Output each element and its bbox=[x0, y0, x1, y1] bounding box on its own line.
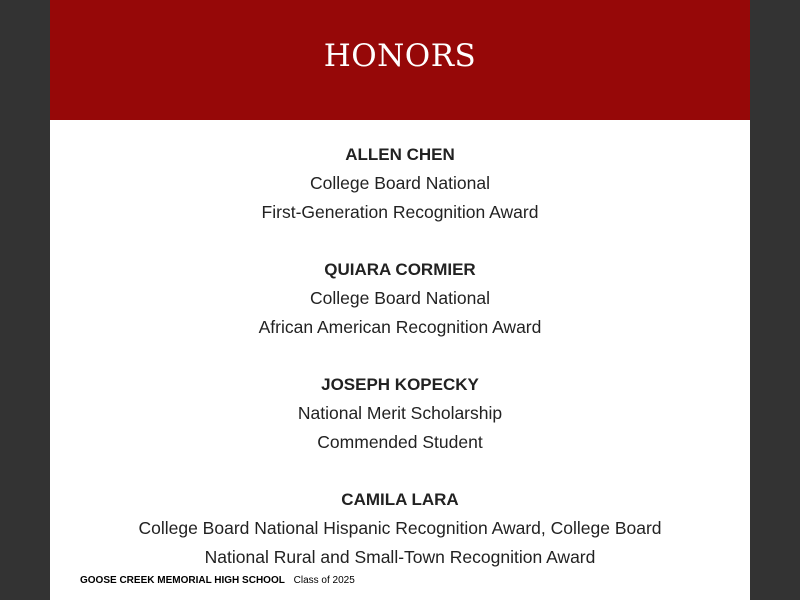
honoree-entry bbox=[50, 485, 750, 572]
class-year: Class of 2025 bbox=[293, 575, 355, 586]
school-name: GOOSE CREEK MEMORIAL HIGH SCHOOL bbox=[80, 575, 285, 586]
page-footer bbox=[80, 575, 355, 586]
honoree-award: African American Recognition Award bbox=[258, 317, 542, 337]
honoree-award: National Merit Scholarship bbox=[297, 403, 503, 423]
honoree-award: College Board National Hispanic Recognition Award, College Board bbox=[138, 518, 662, 538]
page-title: HONORS bbox=[323, 38, 477, 74]
honoree-award: College Board National bbox=[310, 173, 490, 193]
honoree-name: CAMILA LARA bbox=[341, 490, 459, 509]
honorees-list bbox=[50, 140, 750, 600]
page-header bbox=[50, 0, 750, 120]
honoree-award: College Board National bbox=[310, 288, 490, 308]
honors-page bbox=[50, 0, 750, 600]
honoree-entry bbox=[50, 140, 750, 227]
honoree-entry bbox=[50, 370, 750, 457]
honoree-award: Commended Student bbox=[317, 432, 483, 452]
honoree-name: QUIARA CORMIER bbox=[324, 260, 476, 279]
honoree-award: First-Generation Recognition Award bbox=[261, 202, 539, 222]
honoree-name: JOSEPH KOPECKY bbox=[321, 375, 479, 394]
honoree-entry bbox=[50, 255, 750, 342]
honoree-name: ALLEN CHEN bbox=[345, 145, 455, 164]
honoree-award: National Rural and Small-Town Recognition Award bbox=[204, 547, 596, 567]
